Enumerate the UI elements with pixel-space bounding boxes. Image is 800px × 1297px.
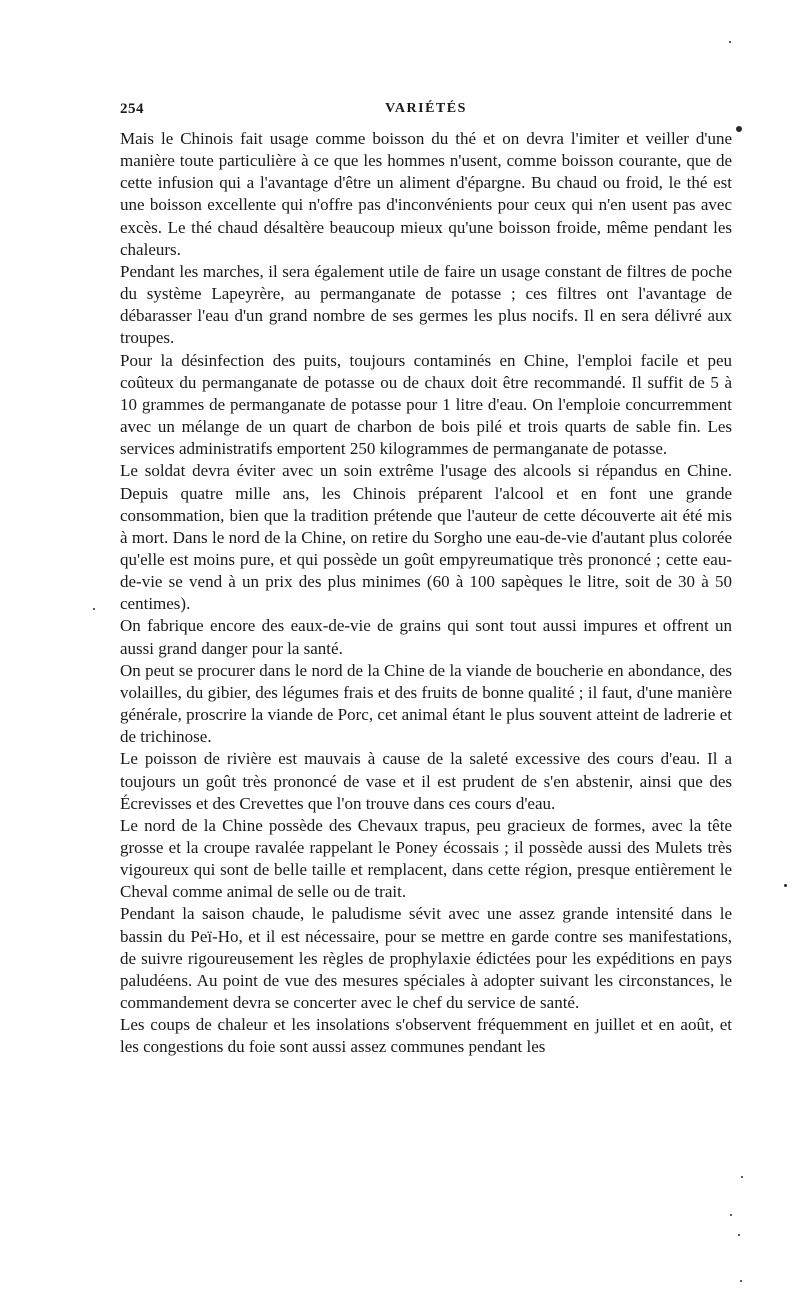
paragraph: Les coups de chaleur et les insolations s'observent fréquemment en juillet et en août, et les congestions du foie sont aussi assez communes pendant les (120, 1015, 732, 1057)
running-head (120, 101, 732, 125)
body-text (120, 128, 732, 1059)
scan-speck (729, 41, 731, 43)
paragraph: Le poisson de rivière est mauvais à cause de la saleté excessive des cours d'eau. Il a toujours un goût très prononcé de vase et il est prudent de s'en abstenir, ainsi que des Écrevisses et des Crevettes que l'on trouve dans ces cours d'eau. (120, 749, 732, 813)
scan-speck (736, 126, 742, 132)
paragraph: On peut se procurer dans le nord de la Chine de la viande de boucherie en abondance, des volailles, du gibier, des légumes frais et des fruits de bonne qualité ; il faut, d'une manière générale, proscrire la viande de Porc, cet animal étant le plus souvent atteint de ladrerie et de trichinose. (120, 660, 732, 747)
paragraph: Le nord de la Chine possède des Chevaux trapus, peu gracieux de formes, avec la tête grosse et la croupe ravalée rappelant le Poney écossais ; il possède aussi des Mulets très vigoureux qui sont de belle taille et remplacent, dans cette région, presque entièrement le Cheval comme animal de selle ou de trait. (120, 815, 732, 902)
paragraph: Pour la désinfection des puits, toujours contaminés en Chine, l'emploi facile et peu coûteux du permanganate de potasse ou de chaux doit être recommandé. Il suffit de 5 à 10 grammes de permanganate de potasse pour 1 litre d'eau. On l'emploie concurremment avec un mélange de un quart de charbon de bois pilé et trois quarts de sable fin. Les services administratifs emportent 250 kilogrammes de permanganate de potasse. (120, 350, 732, 459)
scan-speck (93, 608, 95, 610)
scan-speck (740, 1280, 742, 1282)
scan-speck (730, 1214, 732, 1216)
paragraph: On fabrique encore des eaux-de-vie de grains qui sont tout aussi impures et offrent un aussi grand danger pour la santé. (120, 616, 732, 658)
scan-speck (738, 1234, 740, 1236)
paragraph: Le soldat devra éviter avec un soin extrême l'usage des alcools si répandus en Chine. Depuis quatre mille ans, les Chinois préparent l'alcool et en font une grande consommation, bien que la tradition prétende que l'auteur de cette découverte ait été mis à mort. Dans le nord de la Chine, on retire du Sorgho une eau-de-vie d'autant plus colorée qu'elle est moins pure, et qui possède un goût empyreumatique très prononcé ; cette eau-de-vie se vend à un prix des plus minimes (60 à 100 sapèques le litre, soit de 30 à 50 centimes). (120, 461, 732, 614)
running-title: VARIÉTÉS (385, 101, 467, 116)
scan-speck (784, 884, 787, 887)
paragraph: Pendant les marches, il sera également utile de faire un usage constant de filtres de poche du système Lapeyrère, au permanganate de potasse ; ces filtres ont l'avantage de débarasser l'eau d'un grand nombre de ses germes les plus nocifs. Il en sera délivré aux troupes. (120, 261, 732, 348)
page-number: 254 (120, 101, 144, 117)
paragraph: Pendant la saison chaude, le paludisme sévit avec une assez grande intensité dans le bassin du Peï-Ho, et il est nécessaire, pour se mettre en garde contre ses manifestations, de suivre rigoureusement les règles de prophylaxie édictées pour les expéditions en pays paludéens. Au point de vue des mesures spéciales à adopter suivant les circonstances, le commandement devra se concerter avec le chef du service de santé. (120, 904, 732, 1013)
paragraph: Mais le Chinois fait usage comme boisson du thé et on devra l'imiter et veiller d'une manière toute particulière à ce que les hommes n'usent, comme boisson courante, que de cette infusion qui a l'avantage d'être un aliment d'épargne. Bu chaud ou froid, le thé est une boisson excellente qui n'offre pas d'inconvénients pour ceux qui n'en usent pas avec excès. Le thé chaud désaltère beaucoup mieux qu'une boisson froide, même pendant les chaleurs. (120, 129, 732, 259)
scan-speck (741, 1176, 743, 1178)
